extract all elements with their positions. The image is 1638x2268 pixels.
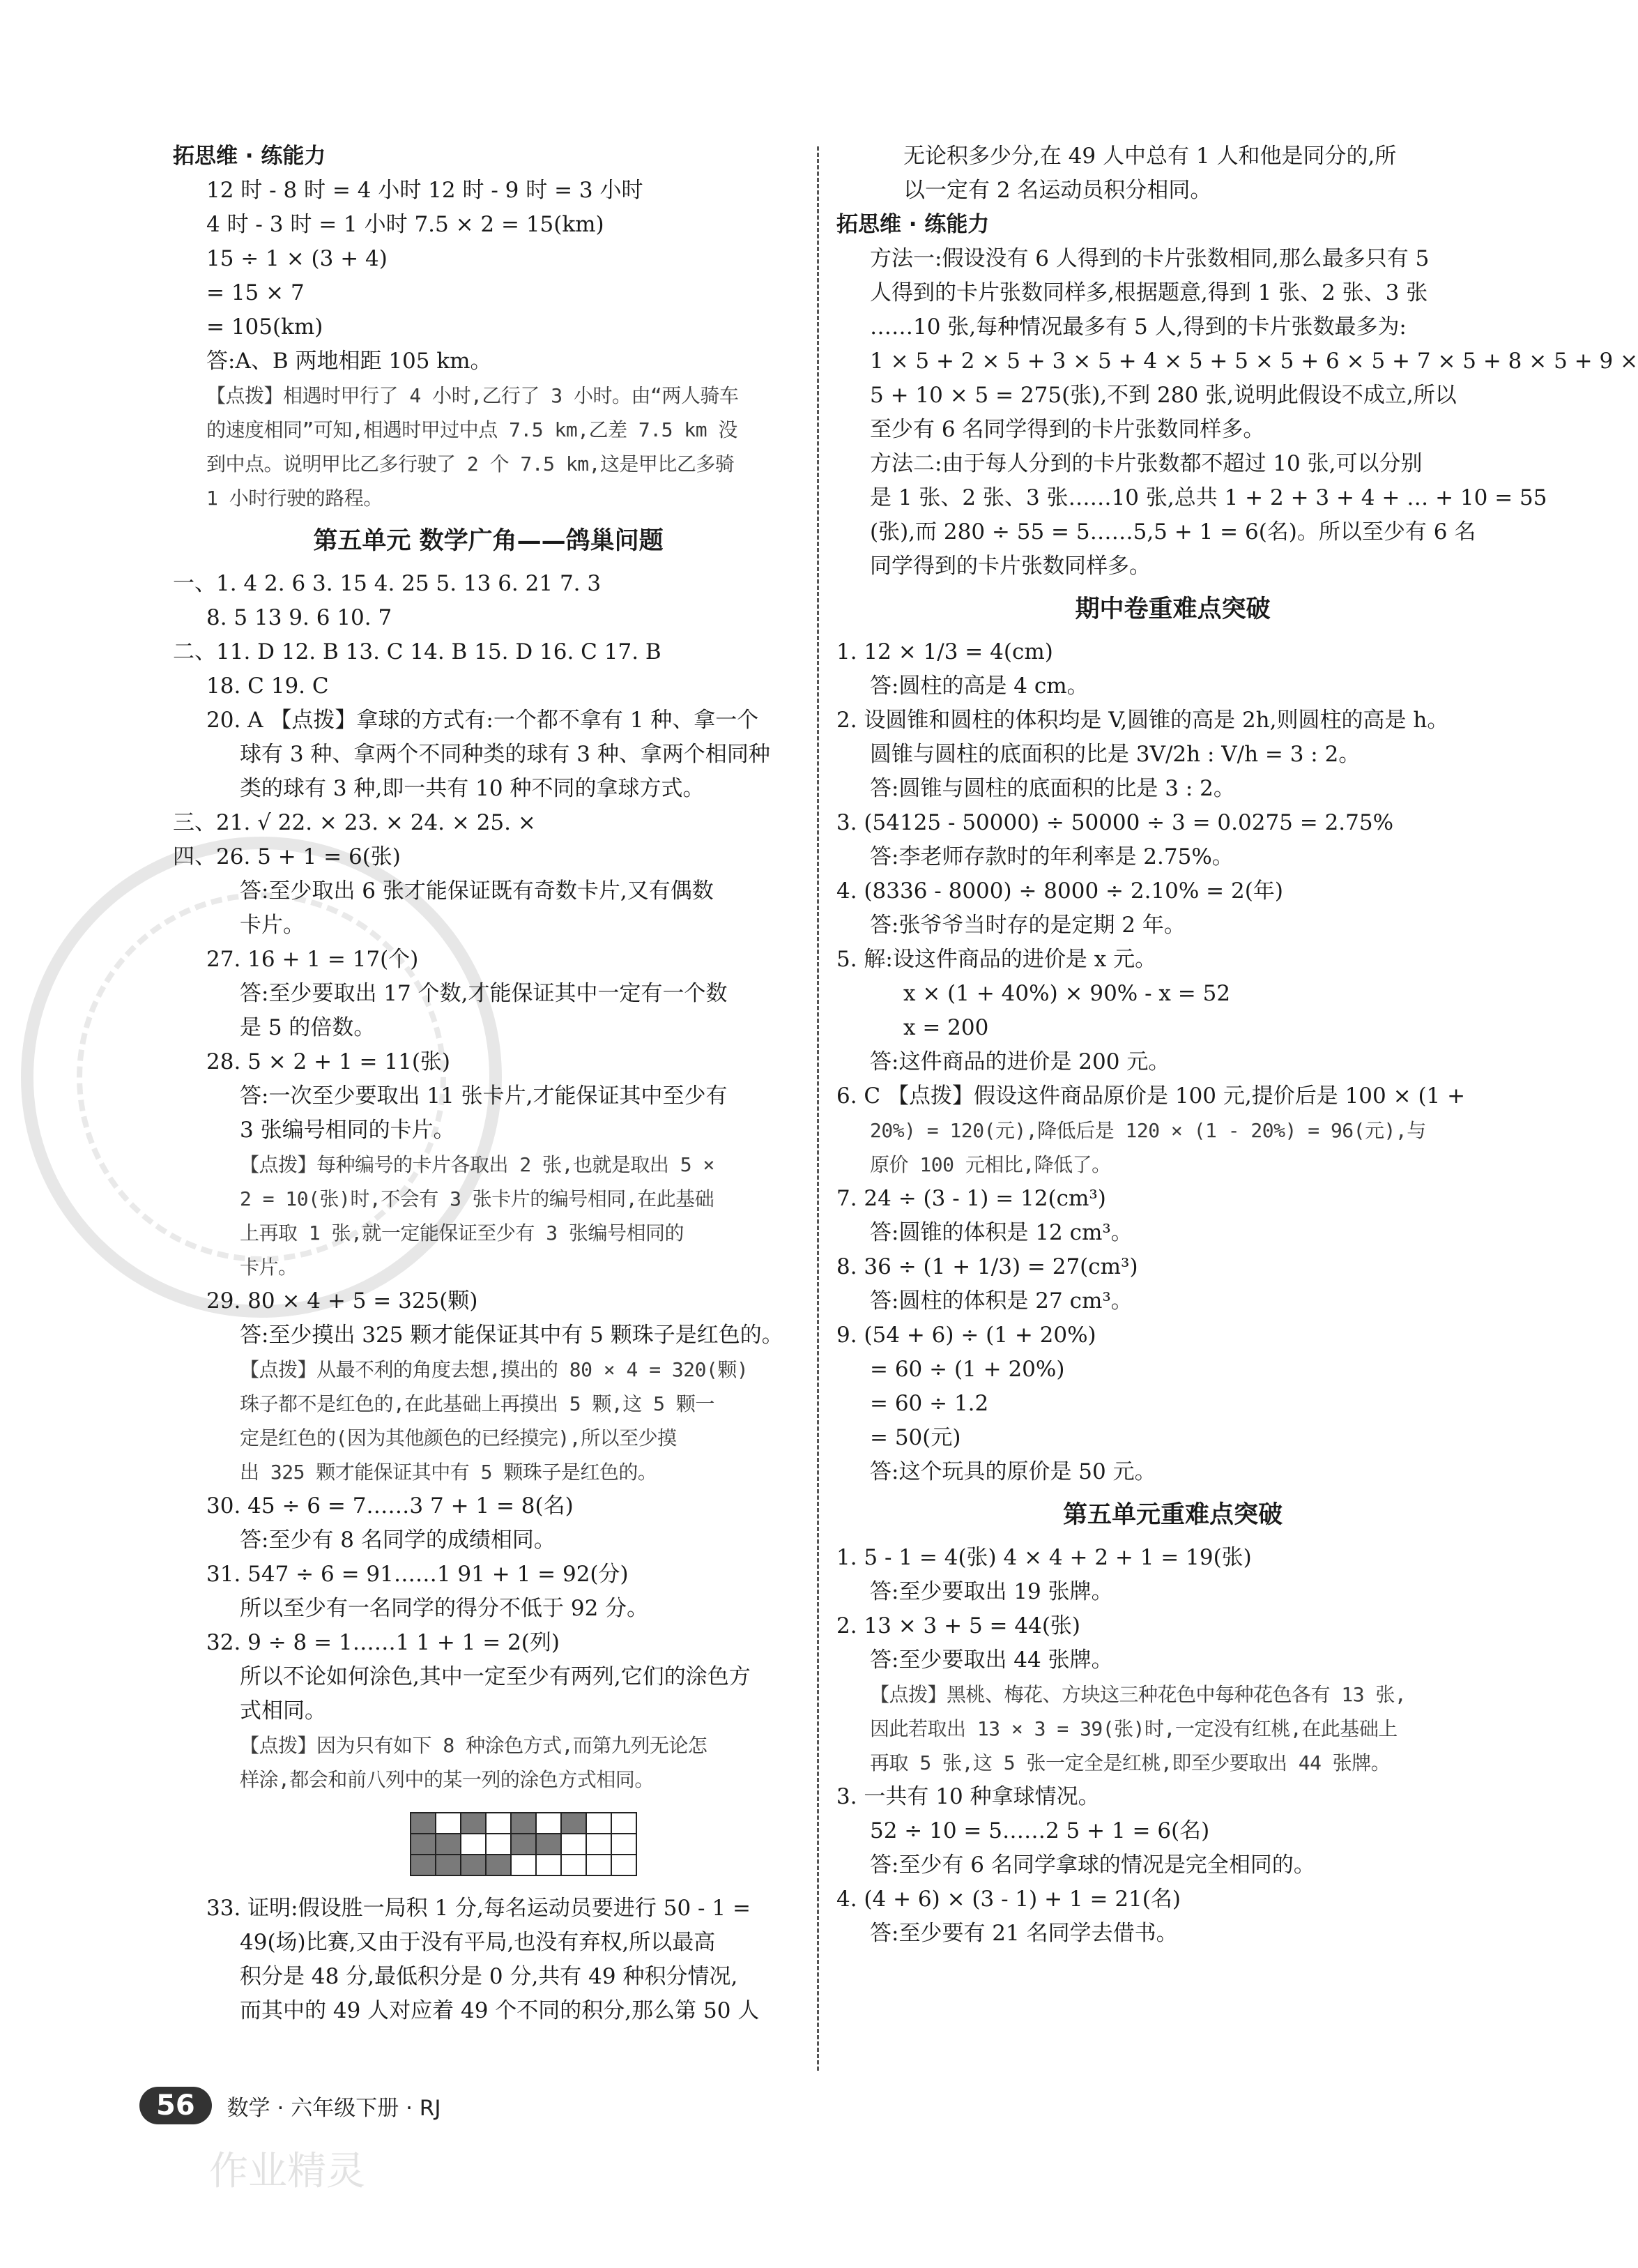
hint-line: 【点拨】黑桃、梅花、方块这三种花色中每种花色各有 13 张, (870, 1683, 1407, 1706)
answer-line: 3. 一共有 10 种拿球情况。 (836, 1784, 1100, 1809)
answer-line: 2. 设圆锥和圆柱的体积均是 V,圆锥的高是 2h,则圆柱的高是 h。 (836, 708, 1449, 733)
watermark-text: 作业精灵 (209, 2149, 365, 2194)
answer-line: = 60 ÷ 1.2 (870, 1391, 989, 1416)
answer-line: 答:李老师存款时的年利率是 2.75%。 (870, 844, 1234, 869)
grid-cell (436, 1855, 461, 1875)
answer-line: 答:至少要取出 17 个数,才能保证其中一定有一个数 (240, 981, 728, 1006)
answer-line: 类的球有 3 种,即一共有 10 种不同的拿球方式。 (240, 776, 705, 801)
answer-line: 答:一次至少要取出 11 张卡片,才能保证其中至少有 (240, 1083, 728, 1109)
answer-line: 人得到的卡片张数同样多,根据题意,得到 1 张、2 张、3 张 (870, 280, 1428, 305)
answer-line: 一、1. 4 2. 6 3. 15 4. 25 5. 13 6. 21 7. 3 (173, 571, 602, 596)
answer-line: 答:至少摸出 325 颗才能保证其中有 5 颗珠子是红色的。 (240, 1323, 783, 1348)
answer-line: 4 时 - 3 时 = 1 小时 7.5 × 2 = 15(km) (206, 212, 604, 237)
hint-line: 【点拨】从最不利的角度去想,摸出的 80 × 4 = 320(颗) (240, 1358, 749, 1381)
answer-line: 答:至少要有 21 名同学去借书。 (870, 1921, 1178, 1946)
hint-line: 出 325 颗才能保证其中有 5 颗珠子是红色的。 (240, 1461, 657, 1484)
answer-line: 卡片。 (240, 913, 305, 938)
answer-line: 6. C 【点拨】假设这件商品原价是 100 元,提价后是 100 × (1 + (836, 1083, 1466, 1109)
answer-line: x = 200 (903, 1015, 989, 1040)
grid-cell (486, 1813, 511, 1834)
answer-line: 12 时 - 8 时 = 4 小时 12 时 - 9 时 = 3 小时 (206, 178, 643, 203)
answer-line: 所以至少有一名同学的得分不低于 92 分。 (240, 1596, 649, 1621)
answer-line: 20. A 【点拨】拿球的方式有:一个都不拿有 1 种、拿一个 (206, 708, 759, 733)
answer-line: = 50(元) (870, 1425, 961, 1450)
grid-cell (536, 1855, 561, 1875)
answer-line: 答:至少取出 6 张才能保证既有奇数卡片,又有偶数 (240, 878, 714, 904)
grid-cell (436, 1813, 461, 1834)
grid-cell (486, 1834, 511, 1855)
answer-line: = 15 × 7 (206, 280, 305, 305)
answer-line: 答:张爷爷当时存的是定期 2 年。 (870, 913, 1186, 938)
answer-line: 答:A、B 两地相距 105 km。 (206, 349, 492, 374)
hint-line: 再取 5 张,这 5 张一定全是红桃,即至少要取出 44 张牌。 (870, 1751, 1391, 1774)
answer-line: 同学得到的卡片张数同样多。 (870, 554, 1151, 579)
right-column (836, 139, 1638, 1951)
answer-line: 1. 5 - 1 = 4(张) 4 × 4 + 2 + 1 = 19(张) (836, 1545, 1252, 1570)
answer-line: (张),而 280 ÷ 55 = 5……5,5 + 1 = 6(名)。所以至少有 6 名 (870, 519, 1476, 545)
answer-line: 4. (4 + 6) × (3 - 1) + 1 = 21(名) (836, 1887, 1181, 1912)
grid-cell (536, 1834, 561, 1855)
answer-line: 积分是 48 分,最低积分是 0 分,共有 49 种积分情况, (240, 1964, 738, 1989)
answer-line: 27. 16 + 1 = 17(个) (206, 947, 419, 972)
answer-line: 圆锥与圆柱的底面积的比是 3V/2h : V/h = 3 : 2。 (870, 742, 1361, 767)
answer-line: 答:圆锥的体积是 12 cm³。 (870, 1220, 1133, 1245)
grid-cell (511, 1834, 536, 1855)
answer-line: 答:这个玩具的原价是 50 元。 (870, 1459, 1156, 1484)
left-column (173, 139, 804, 2028)
grid-cell (611, 1834, 636, 1855)
hint-line: 【点拨】相遇时甲行了 4 小时,乙行了 3 小时。由“两人骑车 (206, 384, 739, 407)
answer-line: 2. 13 × 3 + 5 = 44(张) (836, 1613, 1081, 1638)
grid-cell (586, 1855, 611, 1875)
answer-line: 至少有 6 名同学得到的卡片张数同样多。 (870, 417, 1265, 442)
answer-line: 5. 解:设这件商品的进价是 x 元。 (836, 947, 1157, 972)
answer-line: 18. C 19. C (206, 673, 329, 699)
grid-cell (536, 1813, 561, 1834)
unit-title: 第五单元 数学广角——鸽巢问题 (313, 526, 664, 555)
answer-line: 答:圆柱的体积是 27 cm³。 (870, 1288, 1133, 1314)
answer-line: 无论积多少分,在 49 人中总有 1 人和他是同分的,所 (903, 144, 1397, 169)
section-heading: 拓思维 · 练能力 (173, 144, 326, 169)
grid-cell (411, 1813, 436, 1834)
answer-line: 答:至少要取出 19 张牌。 (870, 1579, 1113, 1604)
hint-line: 的速度相同”可知,相遇时甲过中点 7.5 km,乙差 7.5 km 没 (206, 418, 737, 441)
hint-line: 定是红色的(因为其他颜色的已经摸完),所以至少摸 (240, 1426, 677, 1449)
hint-line: 卡片。 (240, 1256, 298, 1279)
grid-cell (461, 1834, 486, 1855)
grid-cell (411, 1855, 436, 1875)
answer-line: = 60 ÷ (1 + 20%) (870, 1357, 1065, 1382)
hint-line: 2 = 10(张)时,不会有 3 张卡片的编号相同,在此基础 (240, 1187, 714, 1210)
answer-line: 5 + 10 × 5 = 275(张),不到 280 张,说明此假设不成立,所以 (870, 383, 1457, 408)
answer-line: 三、21. √ 22. × 23. × 24. × 25. × (173, 810, 536, 835)
answer-line: 3 张编号相同的卡片。 (240, 1118, 455, 1143)
grid-cell (511, 1813, 536, 1834)
grid-cell (586, 1834, 611, 1855)
unit-title: 第五单元重难点突破 (1062, 1500, 1283, 1529)
grid-cell (561, 1813, 586, 1834)
hint-line: 上再取 1 张,就一定能保证至少有 3 张编号相同的 (240, 1221, 684, 1245)
answer-line: 29. 80 × 4 + 5 = 325(颗) (206, 1288, 478, 1314)
grid-cell (611, 1813, 636, 1834)
answer-line: 8. 36 ÷ (1 + 1/3) = 27(cm³) (836, 1254, 1138, 1279)
answer-line: 15 ÷ 1 × (3 + 4) (206, 246, 388, 271)
answer-line: 30. 45 ÷ 6 = 7……3 7 + 1 = 8(名) (206, 1493, 574, 1519)
answer-line: 所以不论如何涂色,其中一定至少有两列,它们的涂色方 (240, 1664, 751, 1689)
answer-line: 4. (8336 - 8000) ÷ 8000 ÷ 2.10% = 2(年) (836, 878, 1283, 904)
answer-line: 28. 5 × 2 + 1 = 11(张) (206, 1049, 451, 1074)
answer-line: 是 1 张、2 张、3 张……10 张,总共 1 + 2 + 3 + 4 + … + 10 = 55 (870, 485, 1547, 510)
answer-line: x × (1 + 40%) × 90% - x = 52 (903, 981, 1231, 1006)
grid-cell (561, 1834, 586, 1855)
answer-line: = 105(km) (206, 314, 323, 340)
answer-line: 答:至少有 6 名同学拿球的情况是完全相同的。 (870, 1852, 1315, 1878)
answer-line: 9. (54 + 6) ÷ (1 + 20%) (836, 1323, 1096, 1348)
grid-cell (511, 1855, 536, 1875)
answer-line: 答:圆柱的高是 4 cm。 (870, 673, 1089, 699)
grid-cell (561, 1855, 586, 1875)
answer-line: 49(场)比赛,又由于没有平局,也没有弃权,所以最高 (240, 1930, 716, 1955)
hint-line: 【点拨】每种编号的卡片各取出 2 张,也就是取出 5 × (240, 1153, 714, 1176)
answer-line: 方法一:假设没有 6 人得到的卡片张数相同,那么最多只有 5 (870, 246, 1430, 271)
answer-line: 是 5 的倍数。 (240, 1015, 376, 1040)
hint-line: 样涂,都会和前八列中的某一列的涂色方式相同。 (240, 1768, 654, 1791)
grid-cell (461, 1855, 486, 1875)
answer-line: 1 × 5 + 2 × 5 + 3 × 5 + 4 × 5 + 5 × 5 + 6 × 5 + 7 × 5 + 8 × 5 + 9 × (870, 349, 1638, 374)
answer-line: 8. 5 13 9. 6 10. 7 (206, 605, 392, 630)
answer-line: 7. 24 ÷ (3 - 1) = 12(cm³) (836, 1186, 1106, 1211)
answer-line: 四、26. 5 + 1 = 6(张) (173, 844, 401, 869)
answer-line: 答:至少要取出 44 张牌。 (870, 1647, 1113, 1673)
column-divider (817, 146, 819, 2071)
answer-line: 1. 12 × 1/3 = 4(cm) (836, 639, 1053, 664)
book-subject: 数学 · 六年级下册 · RJ (227, 2095, 441, 2121)
section-heading: 拓思维 · 练能力 (836, 212, 990, 237)
hint-line: 因此若取出 13 × 3 = 39(张)时,一定没有红桃,在此基础上 (870, 1717, 1398, 1740)
hint-line: 【点拨】因为只有如下 8 种涂色方式,而第九列无论怎 (240, 1734, 707, 1757)
answer-line: 31. 547 ÷ 6 = 91……1 91 + 1 = 92(分) (206, 1562, 629, 1587)
answer-line: 二、11. D 12. B 13. C 14. B 15. D 16. C 17. B (173, 639, 661, 664)
page-number: 56 (139, 2087, 212, 2124)
hint-line: 珠子都不是红色的,在此基础上再摸出 5 颗,这 5 颗一 (240, 1392, 714, 1415)
grid-cell (436, 1834, 461, 1855)
unit-title: 期中卷重难点突破 (1075, 595, 1271, 623)
answer-line: 方法二:由于每人分到的卡片张数都不超过 10 张,可以分别 (870, 451, 1423, 476)
grid-cell (411, 1834, 436, 1855)
answer-line: 3. (54125 - 50000) ÷ 50000 ÷ 3 = 0.0275 = 2.75% (836, 810, 1394, 835)
answer-line: 答:这件商品的进价是 200 元。 (870, 1049, 1170, 1074)
page-footer (139, 2085, 441, 2126)
hint-line: 原价 100 元相比,降低了。 (870, 1153, 1111, 1176)
answer-line: 式相同。 (240, 1698, 326, 1723)
grid-cell (611, 1855, 636, 1875)
hint-line: 1 小时行驶的路程。 (206, 487, 383, 510)
answer-line: 52 ÷ 10 = 5……2 5 + 1 = 6(名) (870, 1818, 1210, 1843)
answer-line: 而其中的 49 人对应着 49 个不同的积分,那么第 50 人 (240, 1998, 760, 2023)
answer-line: 答:圆锥与圆柱的底面积的比是 3 : 2。 (870, 776, 1235, 801)
grid-cell (586, 1813, 611, 1834)
grid-cell (461, 1813, 486, 1834)
hint-line: 到中点。说明甲比乙多行驶了 2 个 7.5 km,这是甲比乙多骑 (206, 452, 735, 475)
answer-line: 32. 9 ÷ 8 = 1……1 1 + 1 = 2(列) (206, 1630, 560, 1655)
answer-line: 答:至少有 8 名同学的成绩相同。 (240, 1528, 556, 1553)
answer-line: 以一定有 2 名运动员积分相同。 (903, 178, 1212, 203)
coloring-grid-figure (410, 1812, 637, 1876)
answer-line: 球有 3 种、拿两个不同种类的球有 3 种、拿两个相同种 (240, 742, 770, 767)
answer-line: 33. 证明:假设胜一局积 1 分,每名运动员要进行 50 - 1 = (206, 1896, 751, 1921)
hint-line: 20%) = 120(元),降低后是 120 × (1 - 20%) = 96(元),与 (870, 1119, 1426, 1142)
answer-line: ……10 张,每种情况最多有 5 人,得到的卡片张数最多为: (870, 314, 1407, 340)
grid-cell (486, 1855, 511, 1875)
